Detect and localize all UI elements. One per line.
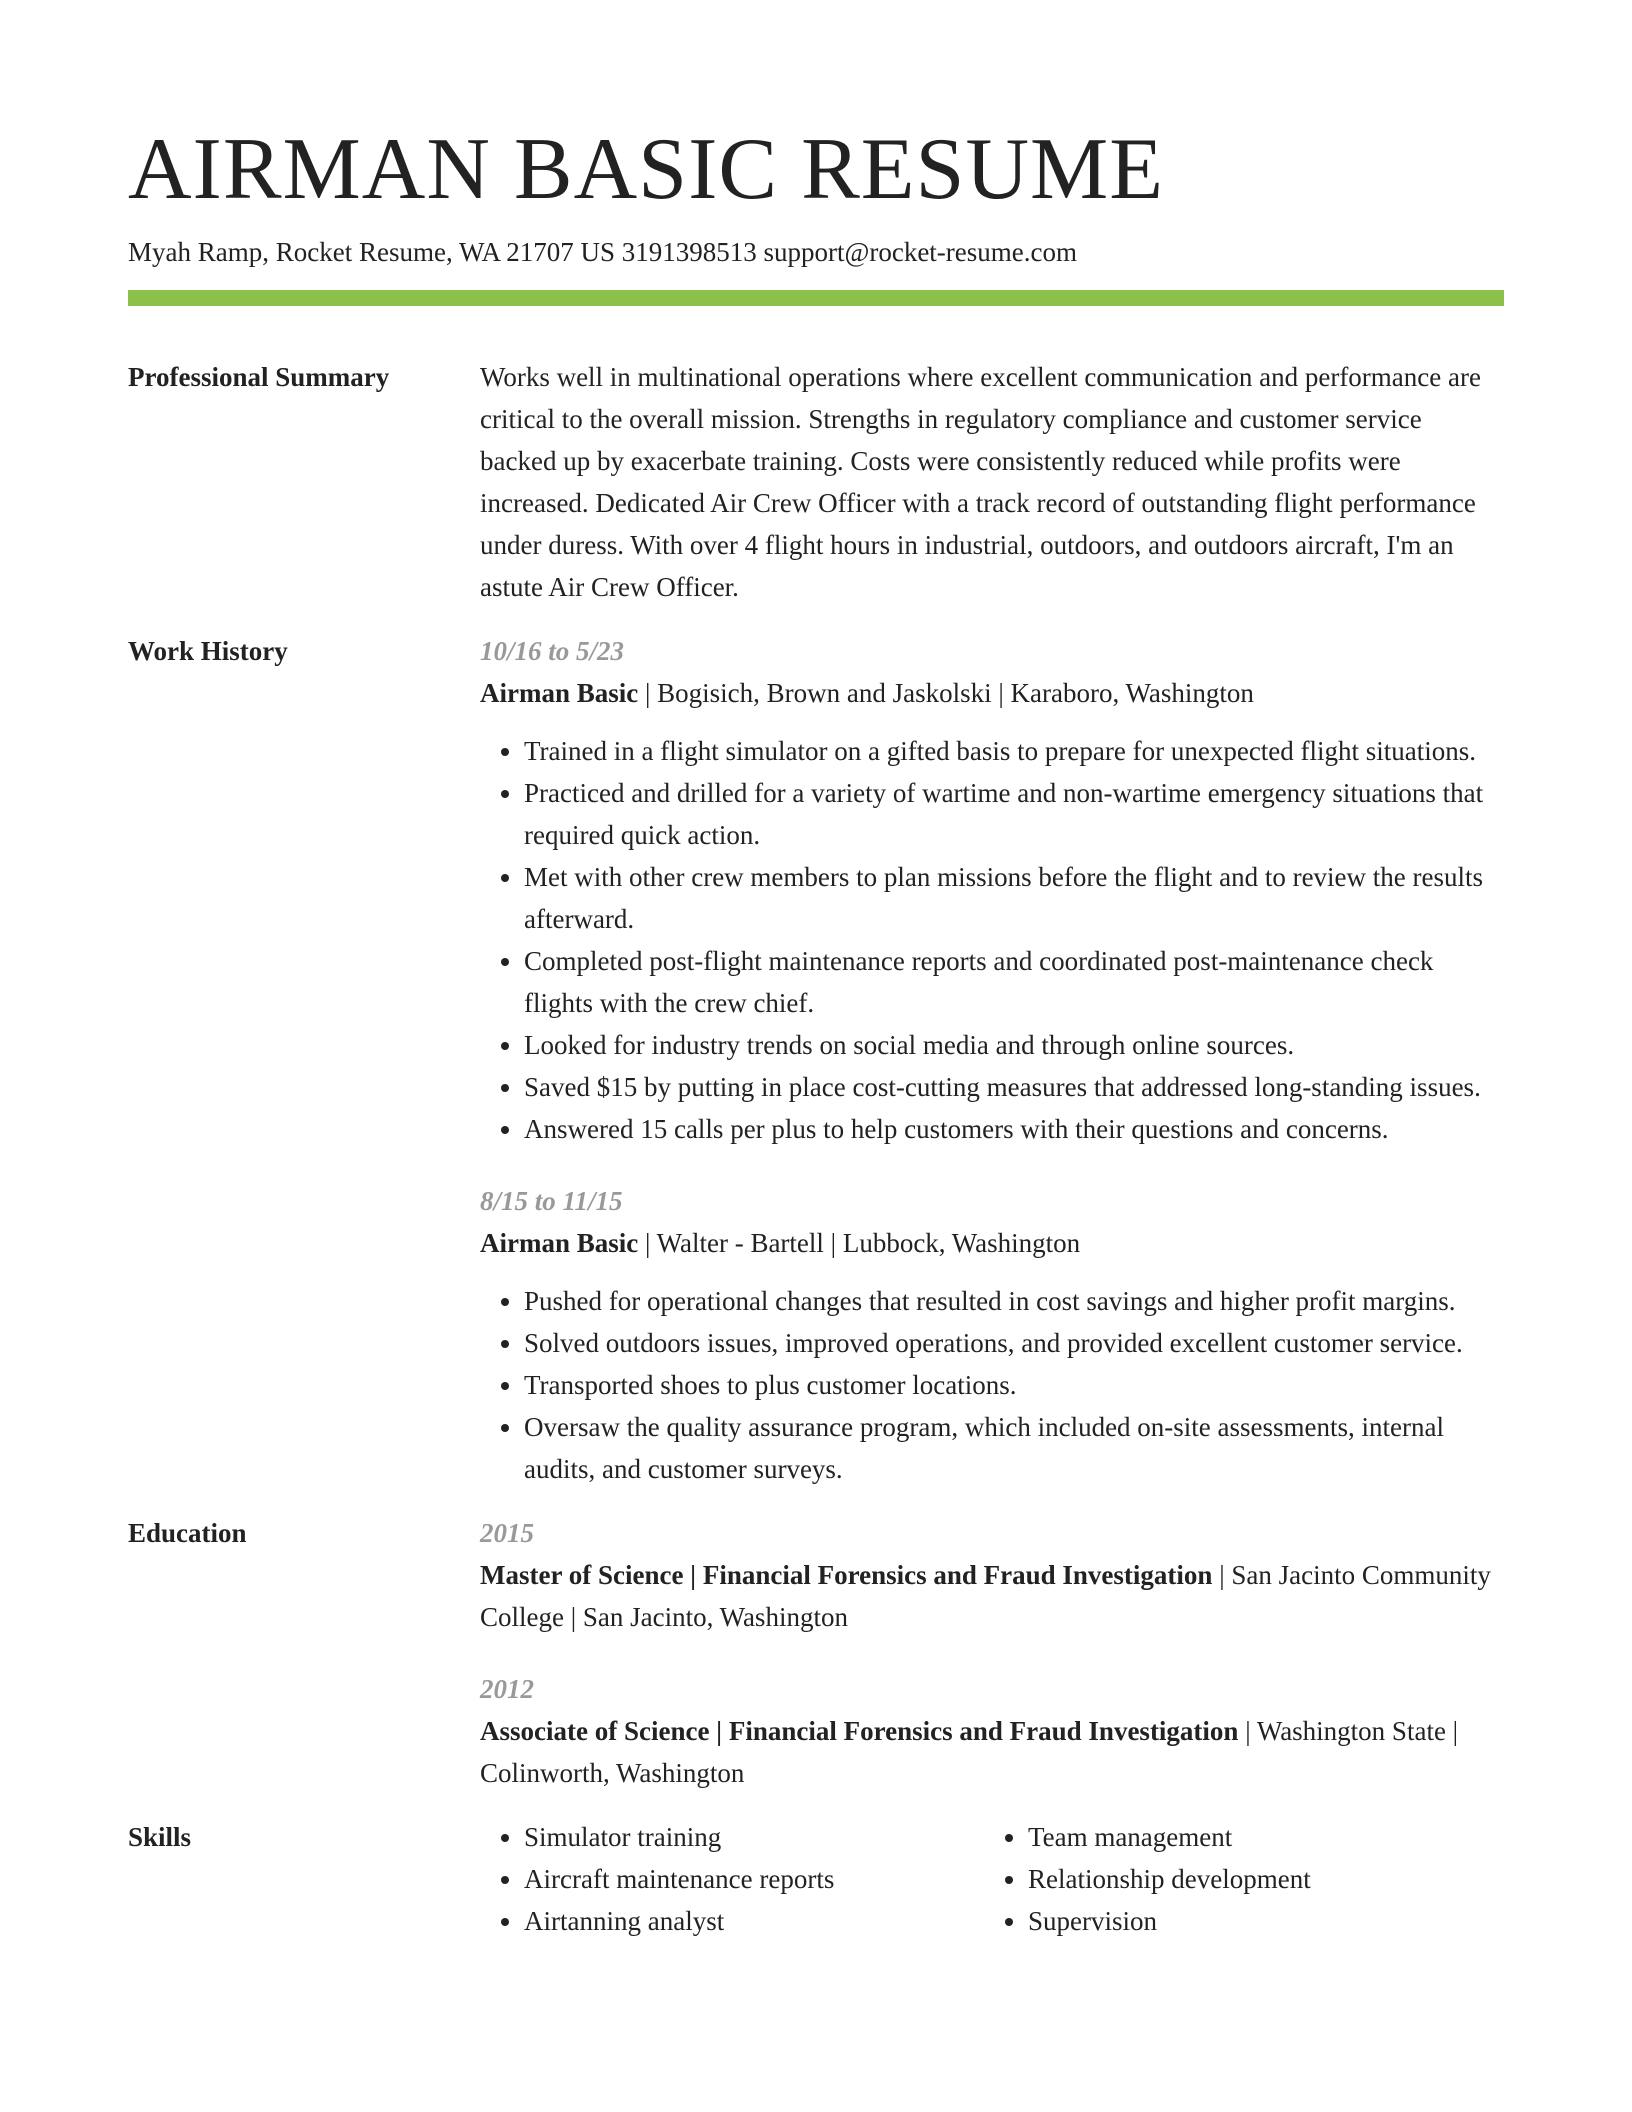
skills-columns [480, 1816, 1504, 1942]
job-entry [480, 1180, 1504, 1490]
skill-item: • Aircraft maintenance reports [524, 1858, 984, 1900]
job-bullet: • Transported shoes to plus customer locations. [524, 1364, 1504, 1406]
education-heading [480, 1710, 1504, 1794]
education-details: | San Jacinto Community College | San Jacinto, Washington [480, 1560, 1491, 1632]
skill-item: • Simulator training [524, 1816, 984, 1858]
job-bullet: • Met with other crew members to plan missions before the flight and to review the results afterward. [524, 856, 1504, 940]
education-entry [480, 1668, 1504, 1794]
section-label: Professional Summary [128, 362, 390, 392]
job-heading [480, 1222, 1504, 1264]
resume-title: AIRMAN BASIC RESUME [128, 121, 1165, 218]
job-bullet: • Completed post-flight maintenance reports and coordinated post-maintenance check flights with the crew chief. [524, 940, 1504, 1024]
section-label: Work History [128, 636, 288, 666]
job-entry [480, 630, 1504, 1150]
resume-page [128, 0, 1504, 1942]
job-bullet: • Solved outdoors issues, improved operations, and provided excellent customer service. [524, 1322, 1504, 1364]
education-heading [480, 1554, 1504, 1638]
degree-title: Associate of Science | Financial Forensics and Fraud Investigation [480, 1716, 1239, 1746]
skill-item: • Airtanning analyst [524, 1900, 984, 1942]
skills-column-2 [984, 1816, 1488, 1942]
section-body [480, 1816, 1504, 1942]
section-body [480, 356, 1504, 608]
contact-line: Myah Ramp, Rocket Resume, WA 21707 US 3191398513 support@rocket-resume.com [128, 237, 1077, 267]
education-entry [480, 1512, 1504, 1638]
professional-summary-section [128, 356, 1504, 608]
education-year: 2012 [480, 1674, 534, 1704]
skill-item: • Relationship development [1028, 1858, 1488, 1900]
section-label: Skills [128, 1822, 192, 1852]
degree-title: Master of Science | Financial Forensics and Fraud Investigation [480, 1560, 1213, 1590]
job-bullet: • Oversaw the quality assurance program, which included on-site assessments, internal audits, and customer surveys. [524, 1406, 1504, 1490]
skills-section [128, 1816, 1504, 1942]
section-label: Education [128, 1518, 247, 1548]
header-accent-bar [128, 290, 1504, 306]
job-heading [480, 672, 1504, 714]
job-dates: 8/15 to 11/15 [480, 1186, 623, 1216]
work-history-section [128, 630, 1504, 1490]
job-bullet: • Answered 15 calls per plus to help customers with their questions and concerns. [524, 1108, 1504, 1150]
job-bullets [480, 730, 1504, 1150]
job-bullet: • Saved $15 by putting in place cost-cutting measures that addressed long-standing issues. [524, 1066, 1504, 1108]
job-title: Airman Basic [480, 678, 639, 708]
job-details: | Bogisich, Brown and Jaskolski | Karaboro, Washington [638, 678, 1254, 708]
education-details: | Washington State | Colinworth, Washington [480, 1716, 1459, 1788]
section-body [480, 1512, 1504, 1794]
job-bullet: • Pushed for operational changes that resulted in cost savings and higher profit margins. [524, 1280, 1504, 1322]
job-bullet: • Practiced and drilled for a variety of wartime and non-wartime emergency situations that required quick action. [524, 772, 1504, 856]
job-bullets [480, 1280, 1504, 1490]
skills-column-1 [480, 1816, 984, 1942]
job-dates: 10/16 to 5/23 [480, 636, 625, 666]
education-year: 2015 [480, 1518, 534, 1548]
summary-text: Works well in multinational operations where excellent communication and performance are critical to the overall mission. Strengths in regulatory compliance and customer service backed up by exacerbate training. Costs were consistently reduced while profits were increased. Dedicated Air Crew Officer with a track record of outstanding flight performance under duress. With over 4 flight hours in industrial, outdoors, and outdoors aircraft, I'm an astute Air Crew Officer. [480, 362, 1481, 602]
job-title: Airman Basic [480, 1228, 639, 1258]
skill-item: • Supervision [1028, 1900, 1488, 1942]
section-body [480, 630, 1504, 1490]
skill-item: • Team management [1028, 1816, 1488, 1858]
education-section [128, 1512, 1504, 1794]
job-details: | Walter - Bartell | Lubbock, Washington [638, 1228, 1081, 1258]
job-bullet: • Trained in a flight simulator on a gifted basis to prepare for unexpected flight situations. [524, 730, 1504, 772]
job-bullet: • Looked for industry trends on social media and through online sources. [524, 1024, 1504, 1066]
